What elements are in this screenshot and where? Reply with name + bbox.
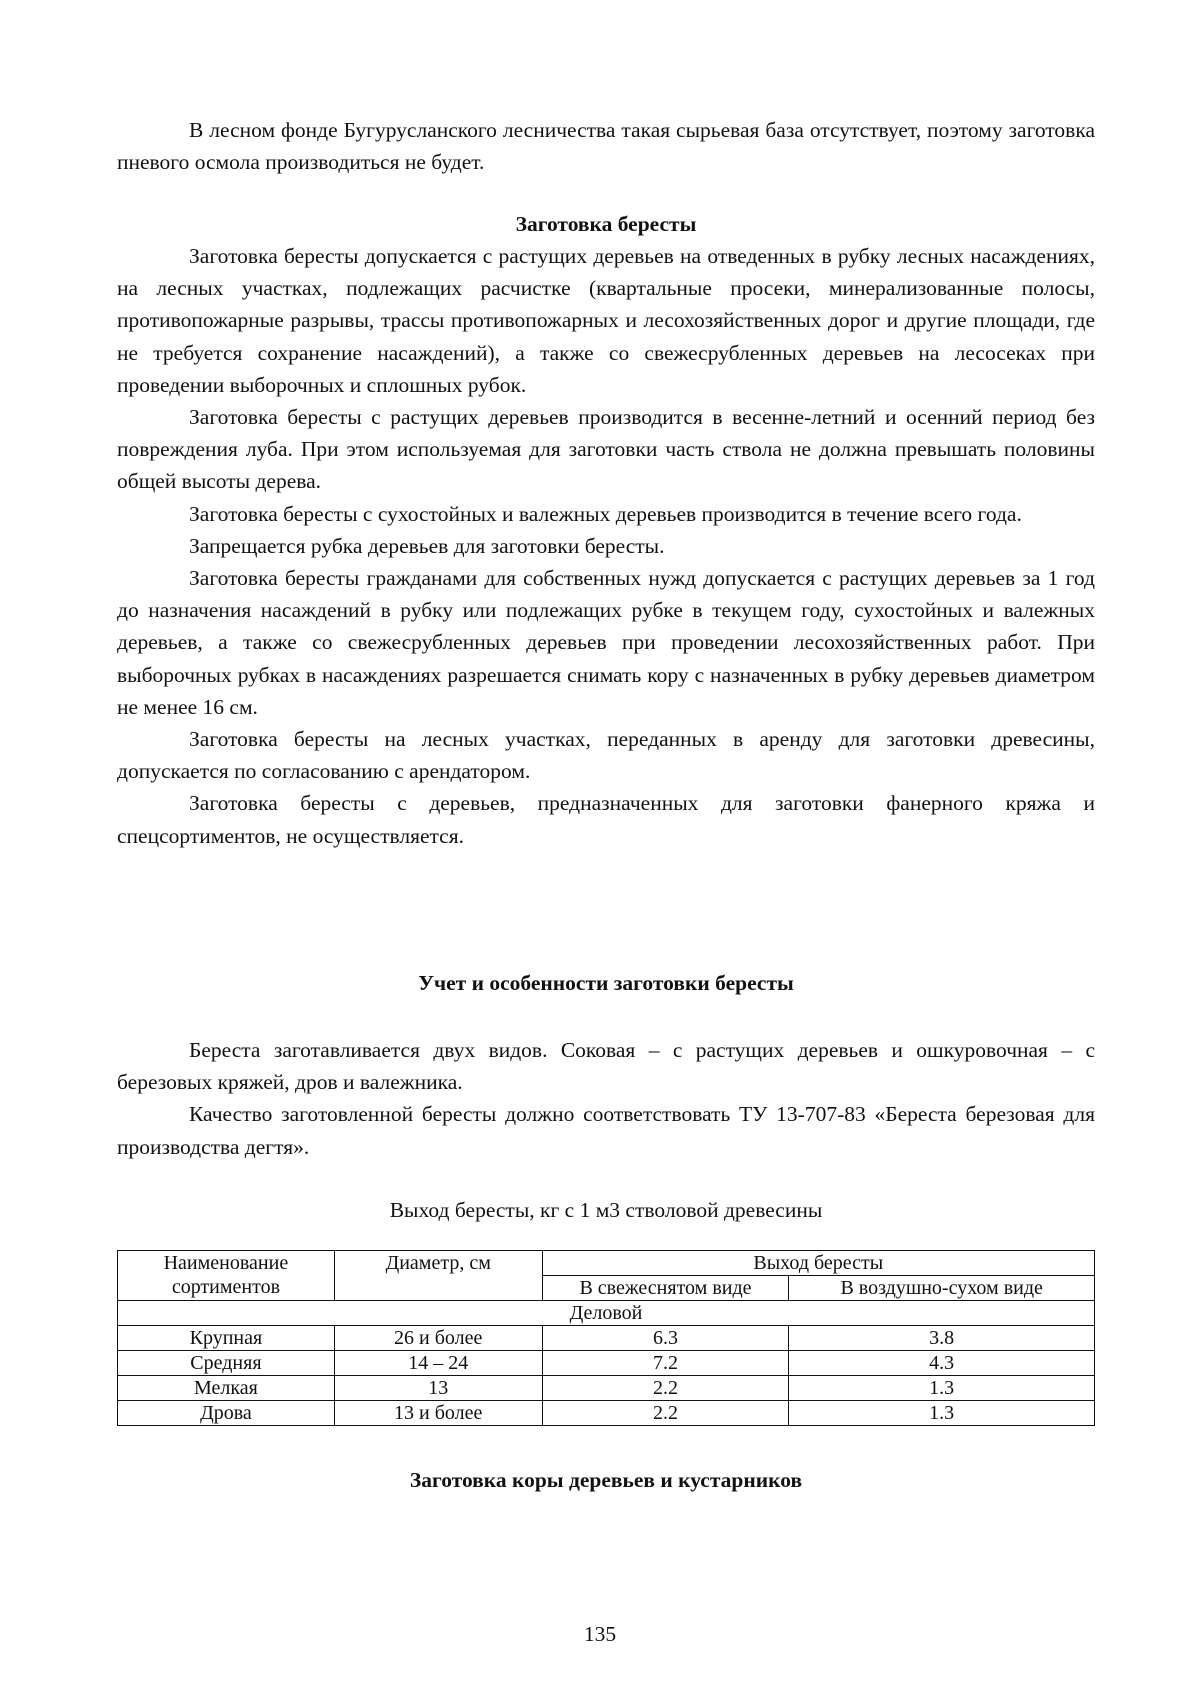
header-name: Наименование сортиментов	[118, 1251, 335, 1301]
cell-fresh: 7.2	[542, 1351, 789, 1376]
cell-diameter: 14 – 24	[334, 1351, 542, 1376]
header-yield: Выход бересты	[542, 1251, 1094, 1276]
cell-name: Дрова	[118, 1401, 335, 1426]
table-row	[118, 1351, 1095, 1376]
cell-name: Средняя	[118, 1351, 335, 1376]
section-bark-accounting-body	[117, 1034, 1095, 1163]
cell-name: Крупная	[118, 1326, 335, 1351]
section-title: Заготовка коры деревьев и кустарников	[409, 1468, 803, 1492]
cell-diameter: 13	[334, 1376, 542, 1401]
header-dry: В воздушно-сухом виде	[789, 1276, 1095, 1301]
cell-fresh: 2.2	[542, 1401, 789, 1426]
cell-dry: 3.8	[789, 1326, 1095, 1351]
paragraph: Качество заготовленной бересты должно соответствовать ТУ 13-707-83 «Береста березовая для производства дегтя».	[117, 1102, 1095, 1159]
paragraph: Заготовка бересты с растущих деревьев производится в весенне-летний и осенний период без повреждения луба. При этом используемая для заготовки часть ствола не должна превышать половины общей высоты дерева.	[117, 405, 1095, 494]
header-diameter: Диаметр, см	[334, 1251, 542, 1301]
cell-dry: 4.3	[789, 1351, 1095, 1376]
table-row	[118, 1376, 1095, 1401]
section-bark-accounting	[117, 967, 1095, 999]
section-bark-shrubs	[117, 1464, 1095, 1496]
section-title: Заготовка бересты	[515, 212, 697, 236]
bark-yield-table	[117, 1250, 1095, 1426]
table-group-row	[118, 1301, 1095, 1326]
page-number: 135	[583, 1622, 617, 1646]
paragraph: Береста заготавливается двух видов. Соковая – с растущих деревьев и ошкуровочная – с березовых кряжей, дров и валежника.	[117, 1038, 1095, 1095]
paragraph: Запрещается рубка деревьев для заготовки бересты.	[189, 533, 665, 558]
paragraph: Заготовка бересты гражданами для собственных нужд допускается с растущих деревьев за 1 год до назначения насаждений в рубку или подлежащих рубке в текущем году, сухостойных и валежных деревьев, а также со свежесрубленных деревьев при проведении лесохозяйственных работ. При выборочных рубках в насаждениях разрешается снимать кору с назначенных в рубку деревьев диаметром не менее 16 см.	[117, 566, 1095, 719]
paragraph: Заготовка бересты с сухостойных и валежных деревьев производится в течение всего года.	[189, 501, 1022, 526]
intro-block	[117, 114, 1095, 178]
cell-fresh: 6.3	[542, 1326, 789, 1351]
table-row	[118, 1326, 1095, 1351]
group-label: Деловой	[118, 1301, 1095, 1326]
cell-dry: 1.3	[789, 1401, 1095, 1426]
paragraph: Заготовка бересты допускается с растущих деревьев на отведенных в рубку лесных насаждениях, на лесных участках, подлежащих расчистке (квартальные просеки, минерализованные полосы, противопожарные разрывы, трассы противопожарных и лесохозяйственных дорог и другие площади, где не требуется сохранение насаждений), а также со свежесрубленных деревьев на лесосеках при проведении выборочных и сплошных рубок.	[117, 244, 1095, 397]
paragraph: Заготовка бересты с деревьев, предназначенных для заготовки фанерного кряжа и спецсортиментов, не осуществляется.	[117, 791, 1095, 848]
header-fresh: В свежеснятом виде	[542, 1276, 789, 1301]
section-title: Учет и особенности заготовки бересты	[418, 971, 794, 995]
intro-paragraph: В лесном фонде Бугурусланского лесничества такая сырьевая база отсутствует, поэтому заготовка пневого осмола производиться не будет.	[117, 118, 1095, 175]
table-row	[118, 1401, 1095, 1426]
table-caption-block	[117, 1194, 1095, 1226]
table-header-row	[118, 1251, 1095, 1276]
cell-diameter: 26 и более	[334, 1326, 542, 1351]
table-caption: Выход бересты, кг с 1 м3 стволовой древесины	[389, 1198, 823, 1222]
cell-diameter: 13 и более	[334, 1401, 542, 1426]
cell-dry: 1.3	[789, 1376, 1095, 1401]
paragraph: Заготовка бересты на лесных участках, переданных в аренду для заготовки древесины, допускается по согласованию с арендатором.	[117, 727, 1095, 784]
cell-fresh: 2.2	[542, 1376, 789, 1401]
cell-name: Мелкая	[118, 1376, 335, 1401]
section-bark-harvest	[117, 208, 1095, 852]
